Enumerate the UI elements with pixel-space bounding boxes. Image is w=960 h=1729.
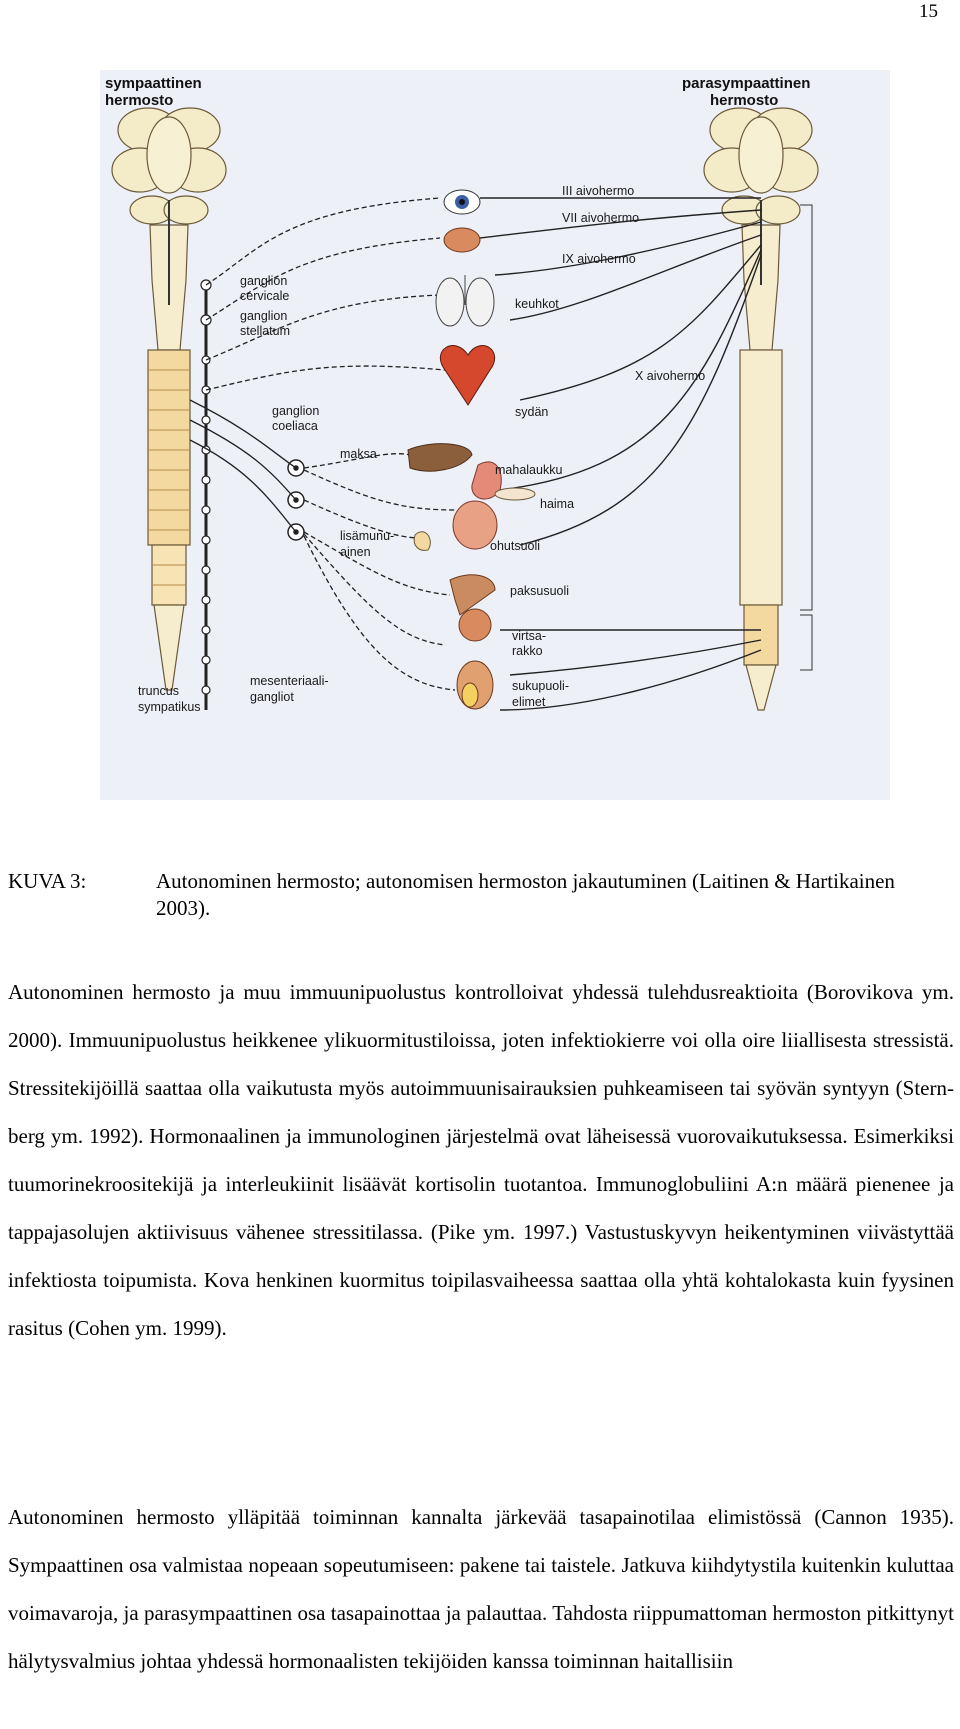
body-paragraph-2: Autonominen hermosto ylläpitää toiminnan kannalta järkevää tasapainotilaa elimistössä (Cannon 1935). Sympaattinen osa valmistaa nopeaan sopeutumiseen: pakene tai taistele. Jatkuva kiihdytystila kuitenkin kuluttaa voimavaroja, ja parasympaattinen osa tasapainottaa ja palauttaa. Tahdosta riippumattoman hermoston pitkittynyt hälytysvalmius johtaa yhdessä hormonaalisten tekijöiden kanssa toiminnan haitallisiin (8, 1505, 954, 1673)
label-keuhkot: keuhkot (515, 297, 559, 311)
label-ganglion-stellatum-2: stellatum (240, 324, 291, 338)
autonomic-nervous-system-figure (100, 70, 890, 800)
label-paksusuoli: paksusuoli (510, 584, 570, 598)
label-sydan: sydän (515, 405, 549, 419)
figure-illustration (100, 70, 890, 800)
label-ganglion-coeliaca-2: coeliaca (272, 419, 318, 433)
caption-text: Autonominen hermosto; autonomisen hermoston jakautuminen (Laitinen & Hartikainen 2003). (156, 869, 895, 920)
body-paragraph-1: Autonominen hermosto ja muu immuunipuolustus kontrolloivat yhdessä tulehdusreaktioita (Borovikova ym. 2000). Immuunipuolustus heikkenee ylikuormitustiloissa, joten infektiokierre voi olla oire liiallisesta stressistä. Stressitekijöillä saattaa olla vaikutusta myös autoimmuunisairauksien puhkeamiseen tai syövän syntyyn (Sternberg ym. 1992). Hormonaalinen ja immunologinen järjestelmä ovat läheisessä vuorovaikutuksessa. Esimerkiksi tuumorinekroositekijä ja interleukiinit lisäävät kortisolin tuotantoa. Immunoglobuliini A:n määrä pienenee ja tappajasolujen aktiivisuus vähenee stressitilassa. (Pike ym. 1997.) Vastustuskyvyn heikentyminen viivästyttää infektiosta toipumista. Kova henkinen kuormitus toipilasvaiheessa saattaa olla yhtä kohtalokasta kuin fyysinen rasitus (Cohen ym. 1999). (8, 980, 954, 1340)
genitals-icon (457, 661, 493, 709)
label-ohutsuoli: ohutsuoli (490, 539, 541, 553)
label-ganglion-cervicale-2: cervicale (240, 289, 290, 303)
label-maksa: maksa (340, 447, 377, 461)
label-sukupuolielimet-1: sukupuoli- (512, 679, 569, 693)
eye-icon (444, 190, 480, 214)
label-mahalaukku: mahalaukku (495, 463, 563, 477)
label-sukupuolielimet-2: elimet (512, 695, 546, 709)
label-mesenteriaali-1: mesenteriaali- (250, 674, 329, 688)
left-title-line1: sympaattinen (105, 75, 202, 92)
label-virtsarakko-1: virtsa- (512, 629, 547, 643)
label-virtsarakko-2: rakko (512, 644, 543, 658)
label-ganglion-coeliaca-1: ganglion (272, 404, 320, 418)
left-title-line2: hermosto (105, 92, 174, 109)
label-ganglion-stellatum-1: ganglion (240, 309, 288, 323)
right-title-line2: hermosto (710, 92, 779, 109)
adrenal-gland-icon (414, 532, 430, 551)
right-title-line1: parasympaattinen (682, 75, 811, 92)
label-x-aivohermo: X aivohermo (635, 369, 706, 383)
label-haima: haima (540, 497, 575, 511)
label-mesenteriaali-2: gangliot (250, 690, 294, 704)
caption-label: KUVA 3: (8, 869, 87, 893)
label-iii-aivohermo: III aivohermo (562, 184, 635, 198)
label-ix-aivohermo: IX aivohermo (562, 252, 636, 266)
salivary-gland-icon (444, 228, 480, 252)
bladder-icon (459, 609, 491, 641)
pancreas-icon (495, 488, 535, 500)
label-vii-aivohermo: VII aivohermo (562, 211, 640, 225)
label-lisamunuainen-1: lisämunu- (340, 529, 395, 543)
label-truncus-2: sympatikus (138, 700, 201, 714)
label-lisamunuainen-2: ainen (340, 545, 371, 559)
label-ganglion-cervicale-1: ganglion (240, 274, 288, 288)
label-truncus-1: truncus (138, 684, 179, 698)
page-number: 15 (919, 1, 938, 22)
